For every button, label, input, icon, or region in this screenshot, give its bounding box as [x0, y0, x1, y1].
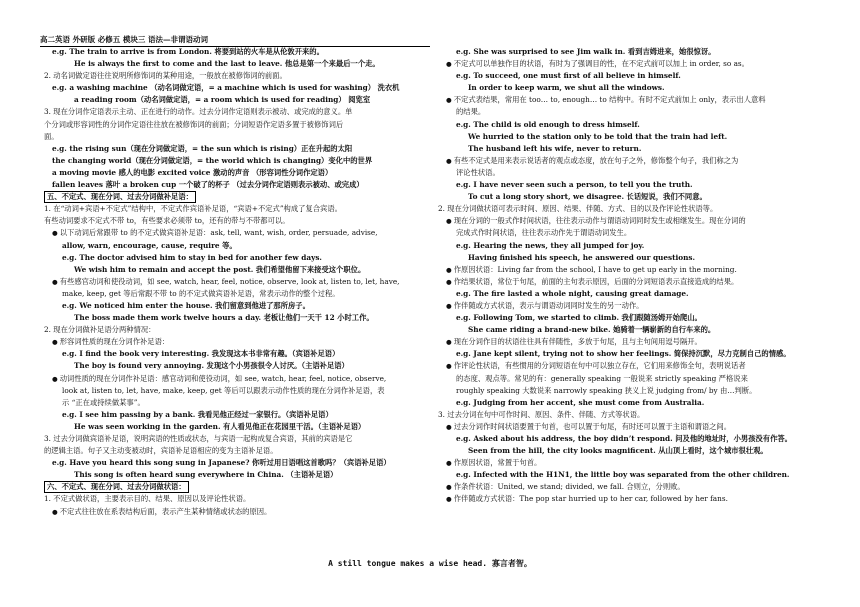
left-line: [44, 481, 440, 493]
left-line: a moving movie 感人的电影 excited voice 激动的声音 （形容词性分词作定语）: [52, 167, 333, 177]
right-line: We hurried to the station only to be told that the train had left.: [468, 131, 728, 141]
left-line: e.g. a washing machine （动名词做定语，= a machine which is used for washing） 洗衣机: [52, 83, 400, 93]
section-heading: 五、不定式、现在分词、过去分词做补足语：: [44, 191, 196, 203]
page-header: 高二英语 外研版 必修五 模块三 语法—非谓语动词: [40, 34, 430, 47]
right-line: e.g. Judging from her accent, she must come from Australia.: [456, 397, 705, 407]
right-line: Having finished his speech, he answered our questions.: [468, 252, 696, 262]
left-line: e.g. I find the book very interesting. 我发现这本书非常有趣。（宾语补足语）: [62, 349, 340, 359]
right-line: ● 作原因状语：Living far from the school, I have to get up early in the morning.: [438, 264, 838, 276]
right-line: ● 作原因状语，常置于句首。: [438, 457, 838, 469]
left-line: 3. 现在分词作定语表示主动、正在进行的动作。过去分词作定语则表示被动、或完成的意义。单: [44, 107, 353, 117]
right-line: ● 作伴随或方式状语，表示与谓语动词同时发生的另一动作。: [438, 300, 838, 312]
left-line: fallen leaves 落叶 a broken cup 一个破了的杯子 （过去分词作定语则表示被动、或完成）: [52, 180, 364, 190]
left-line: 1. 在“动词+宾语+不定式”结构中，不定式作宾语补足语，“宾语+不定式”构成了复合宾语。: [44, 204, 342, 214]
right-line: ● 作结果状语，常位于句尾，前面的主句表示原因，后面的分词短语表示直接造成的结果。: [438, 276, 838, 288]
left-line: 的逻辑主语。句子又主动变被动时，宾语补足语相应的变为主语补足语。: [44, 446, 278, 456]
right-line: In order to keep warm, we shut all the windows.: [468, 83, 665, 93]
left-line: e.g. The train to arrive is from London. 将要到站的火车是从伦敦开来的。: [52, 47, 324, 56]
right-line: e.g. Asked about his address, the boy didn’t respond. 问及他的地址时，小男孩没有作答。: [456, 434, 792, 443]
left-line: [44, 191, 440, 203]
left-line: ● 有些感官动词和使役动词，如 see, watch, hear, feel, notice, observe, look at, listen to, let, have,: [44, 276, 440, 288]
right-line: 完成式作时间状语，往往表示动作先于谓语动词发生。: [456, 228, 632, 238]
left-line: e.g. The doctor advised him to stay in bed for another few days.: [62, 252, 322, 262]
right-line: ● 现在分词的一般式作时间状语，往往表示动作与谓语动词同时发生或相继发生。现在分词的: [438, 215, 838, 227]
right-line: 的态度、观点等。常见的有：generally speaking 一般说来 strictly speaking 严格说来: [456, 373, 748, 383]
left-line: look at, listen to, let, have, make, keep, get 等后可以跟表示动作性质的现在分词作补足语，表: [62, 385, 385, 395]
left-line: the changing world（现在分词做定语，= the world which is changing）变化中的世界: [52, 155, 373, 165]
left-line: 有些动词要求不定式不带 to，有些要求必须带 to，还有的带与不带都可以。: [44, 216, 290, 226]
left-column: [44, 46, 440, 518]
section-heading: 六、不定式、现在分词、过去分词做状语：: [44, 481, 189, 493]
right-line: ● 过去分词作时间状语要置于句首，也可以置于句尾，有时还可以置于主语和谓语之间。: [438, 421, 838, 433]
right-line: The husband left his wife, never to return.: [468, 143, 642, 153]
left-line: 示 “正在或持续做某事”。: [62, 397, 145, 407]
left-line: 面。: [44, 131, 59, 141]
right-line: e.g. She was surprised to see Jim walk in. 看到吉姆进来，她很惊讶。: [456, 47, 716, 56]
right-line: 2. 现在分词做状语可表示时间、原因、结果、伴随、方式、目的以及作评论性状语等。: [438, 204, 718, 214]
right-line: 评论性状语。: [456, 167, 500, 177]
left-line: e.g. Have you heard this song sung in Japanese? 你听过用日语唱这首歌吗？（宾语补足语）: [52, 458, 391, 468]
left-line: ● 不定式往往放在系表结构后面，表示产生某种情绪或状态的原因。: [44, 506, 440, 518]
right-line: ● 现在分词作目的状语往往具有伴随性，多放于句尾，且与主句间用逗号隔开。: [438, 336, 838, 348]
left-line: e.g. the rising sun（现在分词做定语，= the sun which is rising）正在升起的太阳: [52, 143, 353, 153]
right-line: e.g. Jane kept silent, trying not to show her feelings. 简保持沉默，尽力克制自己的情感。: [456, 349, 791, 359]
left-line: ● 动词性质的现在分词作补足语：感官动词和使役动词，如 see, watch, hear, feel, notice, observe,: [44, 373, 440, 385]
left-line: He is always the first to come and the last to leave. 他总是第一个来最后一个走。: [74, 59, 380, 69]
right-line: e.g. Hearing the news, they all jumped for joy.: [456, 240, 645, 250]
left-line: 个分词或形容词性的分词作定语往往放在被修饰词的前面；分词短语作定语多置于被修饰词后: [44, 119, 344, 129]
left-line: 2. 现在分词做补足语分两种情况：: [44, 325, 156, 335]
right-line: e.g. The child is old enough to dress himself.: [456, 119, 640, 129]
right-line: Seen from the hill, the city looks magnificent. 从山顶上看时，这个城市很壮观。: [468, 446, 768, 456]
right-line: e.g. Infected with the H1N1, the little boy was separated from the other children.: [456, 470, 790, 480]
left-line: make, keep, get 等后常跟不带 to 的不定式做宾语补足语，常表示动作的整个过程。: [62, 288, 340, 298]
footer-proverb: A still tongue makes a wise head. 寡言者智。: [328, 559, 532, 568]
right-line: ● 有些不定式是用来表示说话者的观点或态度，放在句子之外，修饰整个句子，我们称之为: [438, 155, 838, 167]
left-line: ● 形容词性质的现在分词作补足语：: [44, 336, 440, 348]
left-line: The boy is found very annoying. 发现这个小男孩很令人讨厌。（主语补足语）: [74, 361, 349, 371]
right-line: ● 不定式表结果，常用在 too… to, enough… to 结构中。有时不定式前加上 only，表示出人意料: [438, 94, 838, 106]
left-line: The boss made them work twelve hours a day. 老板让他们一天干 12 小时工作。: [74, 313, 374, 323]
right-line: 3. 过去分词在句中可作时间、原因、条件、伴随、方式等状语。: [438, 409, 645, 419]
right-line: roughly speaking 大数说来 narrowly speaking 狭义上说 judging from/ by 由…判断。: [456, 385, 757, 395]
right-line: ● 作评论性状语，有些惯用的分词短语在句中可以独立存在，它们用来修饰全句，表明说话者: [438, 360, 838, 372]
right-line: e.g. I have never seen such a person, to tell you the truth.: [456, 180, 693, 190]
right-line: She came riding a brand-new bike. 她骑着一辆崭新的自行车来的。: [468, 325, 716, 335]
right-line: ● 作条件状语：United, we stand; divided, we fall. 合则立，分则败。: [438, 481, 838, 493]
left-line: 3. 过去分词做宾语补足语，说明宾语的性质或状态，与宾语一起构成复合宾语，其前的宾语是它: [44, 434, 353, 443]
left-line: He was seen working in the garden. 有人看见他正在花园里干活。（主语补足语）: [74, 421, 366, 431]
right-line: e.g. Following Tom, we started to climb. 我们跟随汤姆开始爬山。: [456, 313, 702, 323]
left-line: We wish him to remain and accept the post. 我们希望他留下来接受这个职位。: [74, 264, 366, 274]
right-line: To cut a long story short, we disagree. 长话短说，我们不同意。: [468, 192, 707, 202]
right-line: ● 作伴随或方式状语：The pop star hurried up to her car, followed by her fans.: [438, 493, 838, 505]
left-line: ● 以下动词后常跟带 to 的不定式做宾语补足语：ask, tell, want, wish, order, persuade, advise,: [44, 227, 440, 239]
right-line: 的结果。: [456, 107, 486, 117]
left-line: e.g. We noticed him enter the house. 我们留意到他进了那所房子。: [62, 300, 310, 310]
right-line: ● 不定式可以单独作目的状语，有时为了强调目的性，在不定式前可以加上 in order, so as。: [438, 58, 838, 70]
left-line: 2. 动名词做定语往往说明所修饰词的某种用途，一般放在被修饰词的前面。: [44, 71, 287, 81]
right-line: e.g. To succeed, one must first of all believe in himself.: [456, 71, 681, 81]
right-column: [438, 46, 838, 506]
left-line: 1. 不定式做状语，主要表示目的、结果、原因以及评论性状语。: [44, 494, 251, 504]
right-line: e.g. The fire lasted a whole night, causing great damage.: [456, 288, 689, 298]
left-line: This song is often heard sung everywhere in China. （主语补足语）: [74, 470, 338, 480]
left-line: e.g. I see him passing by a bank. 我看见他正经过一家银行。（宾语补足语）: [62, 409, 333, 419]
left-line: allow, warn, encourage, cause, require 等。: [62, 240, 237, 250]
left-line: a reading room（动名词做定语，= a room which is used for reading） 阅览室: [74, 95, 371, 105]
